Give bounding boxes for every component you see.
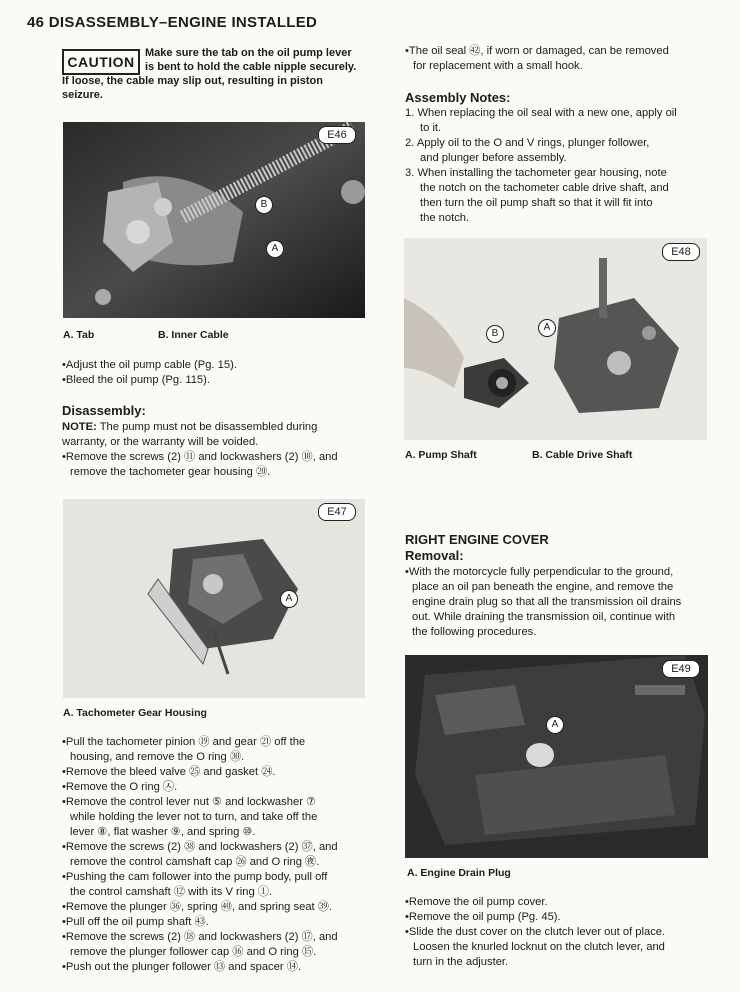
left-step-16: •Push out the plunger follower ⑬ and spacer ⑭. — [62, 961, 301, 973]
callout-b-e46: B — [255, 196, 273, 214]
oil-seal-line-2: for replacement with a small hook. — [413, 60, 583, 72]
left-step-9: remove the control camshaft cap ㉖ and O ring ㊰. — [70, 856, 320, 868]
left-step-5: •Remove the control lever nut ⑤ and lockwasher ⑦ — [62, 796, 317, 808]
left-step-1: •Pull the tachometer pinion ⑲ and gear ㉑ off the — [62, 736, 306, 748]
note-label: NOTE: — [62, 421, 97, 433]
photo-e46 — [63, 122, 365, 318]
left-step-8: •Remove the screws (2) ㊳ and lockwashers (2) ㊲, and — [62, 841, 338, 853]
assembly-line-3: 2. Apply oil to the O and V rings, plunger follower, — [405, 137, 650, 149]
figure-tag-e49: E49 — [662, 660, 700, 678]
right-step-1: •Remove the oil pump cover. — [405, 896, 548, 908]
caution-badge: CAUTION — [62, 49, 140, 75]
disassembly-bullet-1: •Remove the screws (2) ⑪ and lockwashers (2) ⑩, and — [62, 451, 338, 463]
callout-a-e49: A — [546, 716, 564, 734]
adjust-line-1: •Adjust the oil pump cable (Pg. 15). — [62, 359, 237, 371]
caption-inner-cable: B. Inner Cable — [158, 329, 229, 341]
left-step-4: •Remove the O ring ㉦. — [62, 781, 178, 793]
photo-e48 — [404, 238, 707, 440]
removal-line-3: engine drain plug so that all the transmission oil drains — [412, 596, 682, 608]
photo-e47 — [63, 499, 365, 698]
assembly-line-4: and plunger before assembly. — [420, 152, 567, 164]
caution-line-3: If loose, the cable may slip out, resulting in piston — [62, 75, 323, 87]
left-step-11: the control camshaft ⑫ with its V ring ①. — [70, 886, 273, 898]
right-step-3: •Slide the dust cover on the clutch lever out of place. — [405, 926, 666, 938]
right-engine-cover-heading: RIGHT ENGINE COVER — [405, 532, 549, 547]
disassembly-note-line-1 — [62, 420, 317, 435]
callout-a-e47: A — [280, 590, 298, 608]
left-step-10: •Pushing the cam follower into the pump body, pull off — [62, 871, 328, 883]
disassembly-note-line-2: warranty, or the warranty will be voided. — [62, 436, 259, 448]
caution-line-1: Make sure the tab on the oil pump lever — [145, 47, 352, 59]
left-step-12: •Remove the plunger ㊱, spring ㊵, and spring seat ㊴. — [62, 901, 333, 913]
disassembly-bullet-1-cont: remove the tachometer gear housing ⑳. — [70, 466, 271, 478]
figure-tag-e48: E48 — [662, 243, 700, 261]
assembly-line-2: to it. — [420, 122, 442, 134]
assembly-line-1: 1. When replacing the oil seal with a new one, apply oil — [405, 107, 677, 119]
assembly-line-5: 3. When installing the tachometer gear housing, note — [405, 167, 667, 179]
caption-tachometer-gear-housing: A. Tachometer Gear Housing — [63, 707, 207, 719]
removal-line-4: out. While draining the transmission oil, continue with — [412, 611, 676, 623]
left-step-3: •Remove the bleed valve ㉕ and gasket ㉔. — [62, 766, 276, 778]
photo-e49 — [405, 655, 708, 858]
removal-line-5: the following procedures. — [412, 626, 537, 638]
assembly-line-8: the notch. — [420, 212, 470, 224]
left-step-13: •Pull off the oil pump shaft ㊸. — [62, 916, 209, 928]
disassembly-heading: Disassembly: — [62, 403, 146, 418]
note-text-1: The pump must not be disassembled during — [96, 421, 318, 433]
caption-tab: A. Tab — [63, 329, 95, 341]
caution-line-4: seizure. — [62, 89, 103, 101]
callout-b-e48: B — [486, 325, 504, 343]
caption-cable-drive-shaft: B. Cable Drive Shaft — [532, 449, 633, 461]
oil-seal-line-1: •The oil seal ㊷, if worn or damaged, can be removed — [405, 45, 669, 57]
callout-a-e48: A — [538, 319, 556, 337]
left-step-14: •Remove the screws (2) ⑱ and lockwashers (2) ⑰, and — [62, 931, 338, 943]
caption-engine-drain-plug: A. Engine Drain Plug — [407, 867, 511, 879]
caption-pump-shaft: A. Pump Shaft — [405, 449, 477, 461]
page-title: 46 DISASSEMBLY–ENGINE INSTALLED — [27, 14, 318, 31]
left-step-2: housing, and remove the O ring ㉚. — [70, 751, 245, 763]
assembly-line-7: then turn the oil pump shaft so that it will fit into — [420, 197, 653, 209]
assembly-line-6: the notch on the tachometer cable drive shaft, and — [420, 182, 669, 194]
right-step-4: Loosen the knurled locknut on the clutch lever, and — [413, 941, 665, 953]
assembly-heading: Assembly Notes: — [405, 90, 511, 105]
figure-tag-e47: E47 — [318, 503, 356, 521]
removal-line-1: •With the motorcycle fully perpendicular to the ground, — [405, 566, 674, 578]
adjust-line-2: •Bleed the oil pump (Pg. 115). — [62, 374, 210, 386]
left-step-7: lever ⑧, flat washer ⑨, and spring ⑩. — [70, 826, 256, 838]
figure-tag-e46: E46 — [318, 126, 356, 144]
left-step-6: while holding the lever not to turn, and take off the — [70, 811, 318, 823]
caution-line-2: is bent to hold the cable nipple securely. — [145, 61, 357, 73]
right-step-2: •Remove the oil pump (Pg. 45). — [405, 911, 561, 923]
callout-a-e46: A — [266, 240, 284, 258]
removal-heading: Removal: — [405, 548, 464, 563]
removal-line-2: place an oil pan beneath the engine, and remove the — [412, 581, 674, 593]
right-step-5: turn in the adjuster. — [413, 956, 509, 968]
left-step-15: remove the plunger follower cap ⑯ and O ring ⑮. — [70, 946, 317, 958]
